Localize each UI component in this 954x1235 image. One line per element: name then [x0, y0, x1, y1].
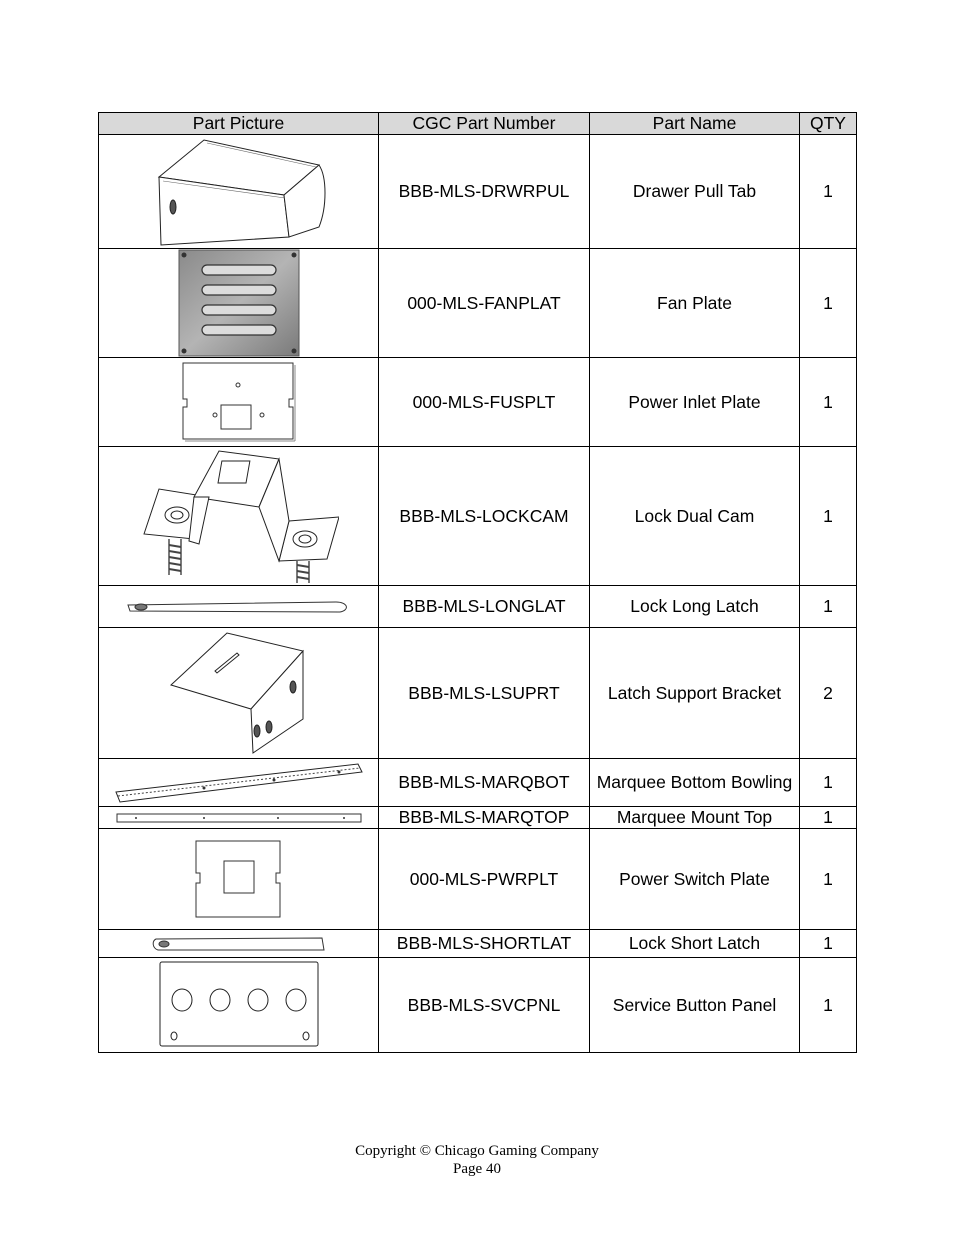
qty-cell: 1	[800, 930, 857, 958]
qty-cell: 2	[800, 628, 857, 759]
part-picture-cell	[99, 447, 379, 586]
table-row	[99, 249, 857, 358]
part-name-cell: Power Inlet Plate	[590, 358, 800, 447]
part-name-cell: Latch Support Bracket	[590, 628, 800, 759]
qty-cell: 1	[800, 958, 857, 1053]
page-footer	[0, 1142, 954, 1178]
table-row	[99, 807, 857, 829]
part-number-cell: 000-MLS-PWRPLT	[379, 829, 590, 930]
table-row	[99, 958, 857, 1053]
part-number-cell: BBB-MLS-MARQTOP	[379, 807, 590, 829]
parts-table	[98, 112, 857, 1053]
copyright-text: Copyright © Chicago Gaming Company	[355, 1143, 599, 1159]
part-name-cell: Service Button Panel	[590, 958, 800, 1053]
part-number-cell: BBB-MLS-DRWRPUL	[379, 135, 590, 249]
part-picture-cell	[99, 358, 379, 447]
drawer-pull-tab-icon	[149, 137, 329, 247]
part-picture-cell	[99, 759, 379, 807]
part-picture-cell	[99, 958, 379, 1053]
part-number-cell: BBB-MLS-LOCKCAM	[379, 447, 590, 586]
header-qty: QTY	[800, 113, 857, 135]
part-number-cell: BBB-MLS-LONGLAT	[379, 586, 590, 628]
part-number-cell: BBB-MLS-MARQBOT	[379, 759, 590, 807]
table-row	[99, 447, 857, 586]
part-picture-cell	[99, 829, 379, 930]
qty-cell: 1	[800, 358, 857, 447]
table-header-row	[99, 113, 857, 135]
table-row	[99, 628, 857, 759]
part-picture-cell	[99, 586, 379, 628]
table-row	[99, 759, 857, 807]
part-name-cell: Marquee Bottom Bowling	[590, 759, 800, 807]
lock-short-latch-icon	[152, 936, 326, 952]
part-name-cell: Fan Plate	[590, 249, 800, 358]
lock-dual-cam-icon	[139, 449, 339, 583]
header-part-number: CGC Part Number	[379, 113, 590, 135]
table-row	[99, 829, 857, 930]
qty-cell: 1	[800, 135, 857, 249]
qty-cell: 1	[800, 759, 857, 807]
part-number-cell: BBB-MLS-SHORTLAT	[379, 930, 590, 958]
table-row	[99, 586, 857, 628]
power-inlet-plate-icon	[181, 361, 297, 443]
part-name-cell: Marquee Mount Top	[590, 807, 800, 829]
part-picture-cell	[99, 628, 379, 759]
part-name-cell: Lock Dual Cam	[590, 447, 800, 586]
part-number-cell: 000-MLS-FUSPLT	[379, 358, 590, 447]
marquee-top-icon	[116, 812, 362, 824]
qty-cell: 1	[800, 447, 857, 586]
service-button-panel-icon	[156, 960, 322, 1050]
header-part-picture: Part Picture	[99, 113, 379, 135]
power-switch-plate-icon	[194, 839, 284, 919]
qty-cell: 1	[800, 807, 857, 829]
table-row	[99, 135, 857, 249]
qty-cell: 1	[800, 829, 857, 930]
part-number-cell: BBB-MLS-LSUPRT	[379, 628, 590, 759]
part-picture-cell	[99, 807, 379, 829]
part-name-cell: Lock Long Latch	[590, 586, 800, 628]
table-row	[99, 358, 857, 447]
part-picture-cell	[99, 930, 379, 958]
latch-support-bracket-icon	[169, 631, 309, 755]
table-row	[99, 930, 857, 958]
qty-cell: 1	[800, 586, 857, 628]
part-number-cell: 000-MLS-FANPLAT	[379, 249, 590, 358]
part-number-cell: BBB-MLS-SVCPNL	[379, 958, 590, 1053]
part-name-cell: Lock Short Latch	[590, 930, 800, 958]
part-name-cell: Power Switch Plate	[590, 829, 800, 930]
header-part-name: Part Name	[590, 113, 800, 135]
part-name-cell: Drawer Pull Tab	[590, 135, 800, 249]
page-number: Page 40	[453, 1161, 501, 1177]
fan-plate-icon	[178, 249, 300, 357]
lock-long-latch-icon	[126, 600, 352, 614]
part-picture-cell	[99, 135, 379, 249]
part-picture-cell	[99, 249, 379, 358]
marquee-bottom-icon	[114, 762, 364, 804]
qty-cell: 1	[800, 249, 857, 358]
